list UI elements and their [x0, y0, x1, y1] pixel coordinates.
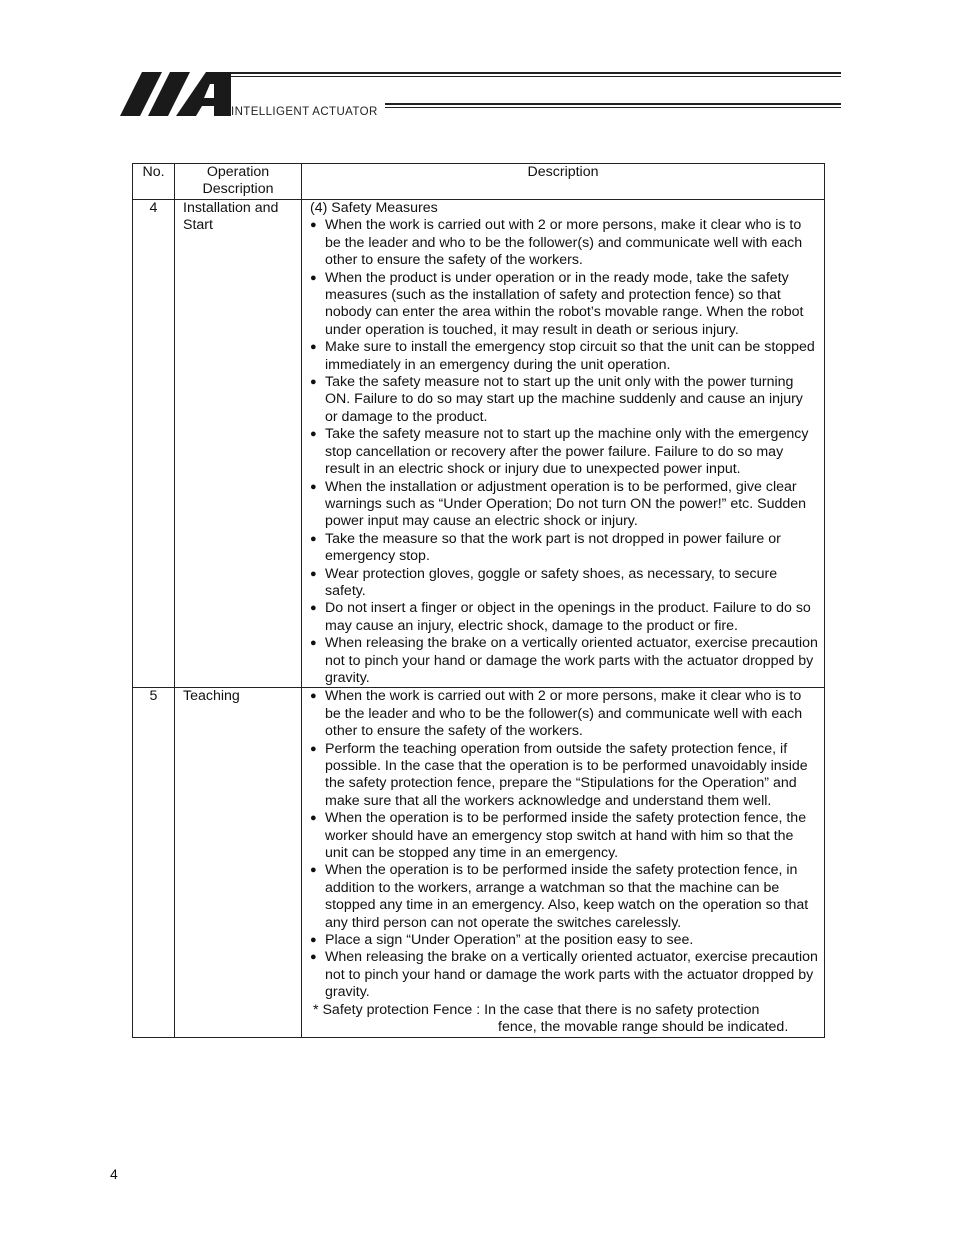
- header-operation: Operation Description: [175, 164, 302, 200]
- list-item: ● When the installation or adjustment operation is to be performed, give clear warnings such as “Under Operation; Do not turn ON the power!” etc. Sudden power input may cause an electric shock or injury.: [310, 479, 818, 531]
- row-number: 4: [133, 200, 175, 688]
- logo-wordmark: INTELLIGENT ACTUATOR: [231, 106, 378, 118]
- list-item: ● Take the safety measure not to start up the unit only with the power turning ON. Failure to do so may start up the machine suddenly and cause an injury or damage to the product.: [310, 374, 818, 426]
- row-number: 5: [133, 688, 175, 1037]
- note-line-2: fence, the movable range should be indicated.: [498, 1019, 789, 1036]
- table-row: [133, 200, 825, 688]
- list-item: ● Wear protection gloves, goggle or safety shoes, as necessary, to secure safety.: [310, 566, 818, 601]
- list-item: ● When the work is carried out with 2 or more persons, make it clear who is to be the leader and who to be the follower(s) and communicate well with each other to ensure the safety of the workers.: [310, 217, 818, 269]
- header-rule-top-1: [231, 72, 841, 74]
- header-rule-bottom-1: [385, 103, 841, 105]
- bullet-list: [310, 688, 818, 1001]
- list-item: ● Make sure to install the emergency stop circuit so that the unit can be stopped immediately in an emergency during the unit operation.: [310, 339, 818, 374]
- list-item: ● Take the measure so that the work part is not dropped in power failure or emergency stop.: [310, 531, 818, 566]
- row-description: [302, 688, 825, 1037]
- list-item: ● When the product is under operation or in the ready mode, take the safety measures (such as the installation of safety and protection fence) so that nobody can enter the area within the robot’s movable range. When the robot under operation is touched, it may result in death or serious injury.: [310, 270, 818, 340]
- list-item: ● When releasing the brake on a vertically oriented actuator, exercise precaution not to pinch your hand or damage the work parts with the actuator dropped by gravity.: [310, 635, 818, 687]
- header-description: Description: [302, 164, 825, 200]
- row-operation: Teaching: [175, 688, 302, 1037]
- list-item: ● When the operation is to be performed inside the safety protection fence, the worker should have an emergency stop switch at hand with him so that the unit can be stopped any time in an emergency.: [310, 810, 818, 862]
- list-item: ● When releasing the brake on a vertically oriented actuator, exercise precaution not to pinch your hand or damage the work parts with the actuator dropped by gravity.: [310, 949, 818, 1001]
- page-number: 4: [110, 1166, 118, 1182]
- list-item: ● When the work is carried out with 2 or more persons, make it clear who is to be the leader and who to be the follower(s) and communicate well with each other to ensure the safety of the workers.: [310, 688, 818, 740]
- company-logo: [118, 70, 233, 118]
- header-rule-top-2: [231, 76, 841, 77]
- safety-fence-note: [310, 1002, 818, 1037]
- note-line-1: * Safety protection Fence : In the case that there is no safety protection: [313, 1001, 760, 1018]
- row-description: [302, 200, 825, 688]
- list-item: ● Perform the teaching operation from outside the safety protection fence, if possible. In the case that the operation is to be performed unavoidably inside the safety protection fence, prepare the “Stipulations for the Operation” and make sure that all the workers acknowledge and understand them well.: [310, 741, 818, 811]
- header-no: No.: [133, 164, 175, 200]
- list-item: ● Take the safety measure not to start up the machine only with the emergency stop cancellation or recovery after the power failure. Failure to do so may result in an electric shock or injury due to unexpected power input.: [310, 426, 818, 478]
- table-row: [133, 688, 825, 1037]
- header-rule-bottom-2: [385, 107, 841, 108]
- section-title: (4) Safety Measures: [310, 200, 438, 216]
- safety-table: [132, 163, 825, 1038]
- table-header-row: [133, 164, 825, 200]
- list-item: ● When the operation is to be performed inside the safety protection fence, in addition to the workers, arrange a watchman so that the machine can be stopped any time in an emergency. Also, keep watch on the operation so that any third person can not operate the switches carelessly.: [310, 862, 818, 932]
- list-item: ● Do not insert a finger or object in the openings in the product. Failure to do so may cause an injury, electric shock, damage to the product or fire.: [310, 600, 818, 635]
- bullet-list: [310, 217, 818, 687]
- row-operation: Installation and Start: [175, 200, 302, 688]
- list-item: ● Place a sign “Under Operation” at the position easy to see.: [310, 932, 818, 949]
